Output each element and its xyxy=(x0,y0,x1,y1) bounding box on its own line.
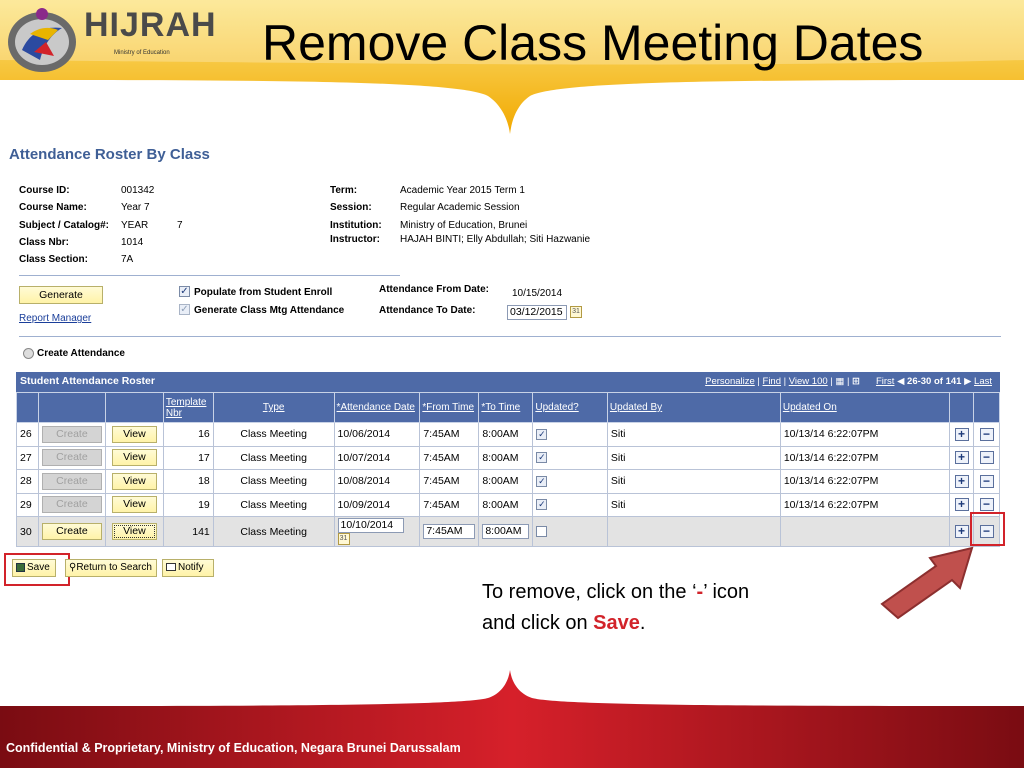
callout-line-2 xyxy=(482,608,749,639)
create-button: Create xyxy=(42,449,102,466)
class-nbr-label: Class Nbr: xyxy=(19,237,70,248)
col-type[interactable]: Type xyxy=(213,393,334,423)
footer-text: Confidential & Proprietary, Ministry of Education, Negara Brunei Darussalam xyxy=(6,741,461,755)
row-number: 30 xyxy=(17,517,39,547)
updated-on: 10/13/14 6:22:07PM xyxy=(780,446,949,470)
view-button[interactable]: View xyxy=(112,523,157,540)
search-icon: ⚲ xyxy=(69,562,77,573)
remove-row-icon[interactable]: − xyxy=(980,498,994,511)
generate-mtg-checkbox: ✓ xyxy=(180,304,189,315)
template-nbr: 18 xyxy=(163,470,213,494)
download-icon[interactable]: ▦ xyxy=(835,376,845,387)
remove-row-icon[interactable]: − xyxy=(980,428,994,441)
table-row xyxy=(17,470,1000,494)
instructor-value: HAJAH BINTI; Elly Abdullah; Siti Hazwanie xyxy=(400,234,591,245)
callout-line-1 xyxy=(482,577,749,608)
add-row-icon[interactable]: + xyxy=(955,428,969,441)
grid-icon[interactable]: ⊞ xyxy=(852,376,861,387)
remove-row-icon[interactable]: − xyxy=(980,475,994,488)
updated-by: Siti xyxy=(607,423,780,447)
updated-by: Siti xyxy=(607,470,780,494)
view-button[interactable]: View xyxy=(112,426,157,443)
attendance-date: 10/07/2014 xyxy=(334,446,420,470)
from-time: 7:45AM xyxy=(420,493,479,517)
instructor-label: Instructor: xyxy=(330,234,380,245)
view-button[interactable]: View xyxy=(112,473,157,490)
callout-text-1a: To remove, click on the ‘ xyxy=(482,581,697,603)
class-nbr-value: 1014 xyxy=(121,237,144,248)
return-to-search-label: Return to Search xyxy=(76,562,152,573)
create-attendance-radio[interactable] xyxy=(23,348,34,359)
updated-checkbox: ✓ xyxy=(538,499,546,510)
last-link[interactable]: Last xyxy=(974,376,992,387)
find-link[interactable]: Find xyxy=(762,376,781,387)
attendance-roster-grid xyxy=(16,392,1000,547)
template-nbr: 17 xyxy=(163,446,213,470)
col-attendance-date[interactable]: *Attendance Date xyxy=(334,393,420,423)
table-row xyxy=(17,423,1000,447)
populate-checkbox[interactable]: ✓ xyxy=(180,286,189,297)
meeting-type: Class Meeting xyxy=(213,423,334,447)
term-label: Term: xyxy=(330,185,358,196)
create-button[interactable]: Create xyxy=(42,523,102,540)
col-updated-on[interactable]: Updated On xyxy=(780,393,949,423)
callout-text-2b: . xyxy=(639,612,646,634)
attendance-date: 10/09/2014 xyxy=(334,493,420,517)
from-time-input[interactable]: 7:45AM xyxy=(423,524,475,539)
from-time: 7:45AM xyxy=(420,423,479,447)
callout-text-1b: ’ icon xyxy=(703,581,750,603)
table-row-selected xyxy=(17,517,1000,547)
session-label: Session: xyxy=(330,202,372,213)
next-arrow-icon[interactable]: ▶ xyxy=(964,376,972,387)
personalize-link[interactable]: Personalize xyxy=(705,376,755,387)
attendance-date: 10/06/2014 xyxy=(334,423,420,447)
to-time: 8:00AM xyxy=(479,423,533,447)
to-date-input[interactable]: 03/12/2015 xyxy=(507,305,567,320)
callout-text-2a: and click on xyxy=(482,612,594,634)
grid-title-bar xyxy=(16,372,1000,392)
row-number: 29 xyxy=(17,493,39,517)
updated-by: Siti xyxy=(607,446,780,470)
updated-checkbox: ✓ xyxy=(538,428,546,439)
course-name-label: Course Name: xyxy=(19,202,87,213)
updated-on: 10/13/14 6:22:07PM xyxy=(780,470,949,494)
prev-arrow-icon[interactable]: ◀ xyxy=(897,376,905,387)
view-button[interactable]: View xyxy=(112,449,157,466)
to-time: 8:00AM xyxy=(479,446,533,470)
updated-checkbox: ✓ xyxy=(538,452,546,463)
notify-button[interactable] xyxy=(162,559,214,577)
to-time: 8:00AM xyxy=(479,493,533,517)
hijrah-logo xyxy=(4,4,217,74)
attendance-date-input[interactable]: 10/10/2014 xyxy=(338,518,404,533)
subject-value: YEAR xyxy=(121,220,149,231)
from-date-label: Attendance From Date: xyxy=(379,284,490,295)
col-to-time[interactable]: *To Time xyxy=(479,393,533,423)
notify-icon xyxy=(166,563,176,571)
class-section-value: 7A xyxy=(121,254,134,265)
return-to-search-button[interactable] xyxy=(65,559,157,577)
row-number: 27 xyxy=(17,446,39,470)
updated-on: 10/13/14 6:22:07PM xyxy=(780,423,949,447)
meeting-type: Class Meeting xyxy=(213,470,334,494)
table-row xyxy=(17,446,1000,470)
generate-mtg-label: Generate Class Mtg Attendance xyxy=(194,305,345,316)
globe-logo-icon xyxy=(4,4,82,74)
add-row-icon[interactable]: + xyxy=(955,451,969,464)
catalog-value: 7 xyxy=(177,220,183,231)
page-title: Attendance Roster By Class xyxy=(9,146,210,163)
course-id-value: 001342 xyxy=(121,185,155,196)
to-time: 8:00AM xyxy=(479,470,533,494)
grid-range: 26-30 of 141 xyxy=(907,376,962,387)
col-template-nbr[interactable]: Template Nbr xyxy=(163,393,213,423)
add-row-icon[interactable]: + xyxy=(955,498,969,511)
table-row xyxy=(17,493,1000,517)
from-time: 7:45AM xyxy=(420,446,479,470)
col-remove xyxy=(974,393,1000,423)
row-number: 28 xyxy=(17,470,39,494)
subject-label: Subject / Catalog#: xyxy=(19,220,110,231)
class-section-label: Class Section: xyxy=(19,254,88,265)
info-divider xyxy=(19,275,400,276)
callout-save-word: Save xyxy=(593,612,640,634)
instruction-callout xyxy=(482,577,749,639)
row-number: 26 xyxy=(17,423,39,447)
remove-row-icon[interactable]: − xyxy=(980,451,994,464)
session-value: Regular Academic Session xyxy=(400,202,520,213)
col-updated[interactable]: Updated? xyxy=(533,393,608,423)
updated-checkbox: ✓ xyxy=(538,475,546,486)
pointer-arrow-icon xyxy=(876,540,976,620)
institution-label: Institution: xyxy=(330,220,382,231)
updated-checkbox[interactable] xyxy=(536,526,547,537)
meeting-type: Class Meeting xyxy=(213,493,334,517)
view100-link[interactable]: View 100 xyxy=(788,376,828,387)
section-divider xyxy=(19,336,1001,337)
meeting-type: Class Meeting xyxy=(213,446,334,470)
course-name-value: Year 7 xyxy=(121,202,150,213)
add-row-icon[interactable]: + xyxy=(955,525,969,538)
col-create xyxy=(38,393,105,423)
col-updated-by[interactable]: Updated By xyxy=(607,393,780,423)
grid-title: Student Attendance Roster xyxy=(20,375,155,387)
view-button[interactable]: View xyxy=(112,496,157,513)
from-time: 7:45AM xyxy=(420,470,479,494)
logo-wordmark: HIJRAH xyxy=(84,6,217,44)
report-manager-link[interactable]: Report Manager xyxy=(19,313,92,324)
updated-on: 10/13/14 6:22:07PM xyxy=(780,493,949,517)
col-rownum xyxy=(17,393,39,423)
populate-label: Populate from Student Enroll xyxy=(194,287,333,298)
col-from-time[interactable]: *From Time xyxy=(420,393,479,423)
to-date-label: Attendance To Date: xyxy=(379,305,476,316)
create-button: Create xyxy=(42,426,102,443)
remove-row-icon[interactable]: − xyxy=(980,525,994,538)
institution-value: Ministry of Education, Brunei xyxy=(400,220,528,231)
template-nbr: 16 xyxy=(163,423,213,447)
notify-label: Notify xyxy=(178,562,204,573)
meeting-type: Class Meeting xyxy=(213,517,334,547)
callout-minus-symbol: - xyxy=(696,581,704,603)
template-nbr: 141 xyxy=(163,517,213,547)
calendar-icon[interactable]: 31 xyxy=(570,306,582,318)
save-label: Save xyxy=(27,562,50,573)
generate-button[interactable]: Generate xyxy=(19,286,103,304)
grid-header-row xyxy=(17,393,1000,423)
create-button: Create xyxy=(42,473,102,490)
create-attendance-label: Create Attendance xyxy=(37,348,125,359)
calendar-icon[interactable]: 31 xyxy=(338,533,350,545)
create-button: Create xyxy=(42,496,102,513)
slide-title: Remove Class Meeting Dates xyxy=(262,15,924,71)
course-id-label: Course ID: xyxy=(19,185,70,196)
col-view xyxy=(105,393,163,423)
first-link[interactable]: First xyxy=(875,376,895,387)
grid-navigation: Personalize | Find | View 100 | ▦ | ⊞ First ◀ 26-30 of 141 ▶ Last xyxy=(705,376,992,387)
attendance-date: 10/08/2014 xyxy=(334,470,420,494)
updated-by: Siti xyxy=(607,493,780,517)
updated-by xyxy=(607,517,780,547)
from-date-value: 10/15/2014 xyxy=(512,288,563,299)
logo-subtext: Ministry of Education xyxy=(114,50,170,56)
save-button-highlight xyxy=(4,553,70,586)
add-row-icon[interactable]: + xyxy=(955,475,969,488)
col-add xyxy=(950,393,974,423)
term-value: Academic Year 2015 Term 1 xyxy=(400,185,525,196)
to-time-input[interactable]: 8:00AM xyxy=(482,524,529,539)
template-nbr: 19 xyxy=(163,493,213,517)
